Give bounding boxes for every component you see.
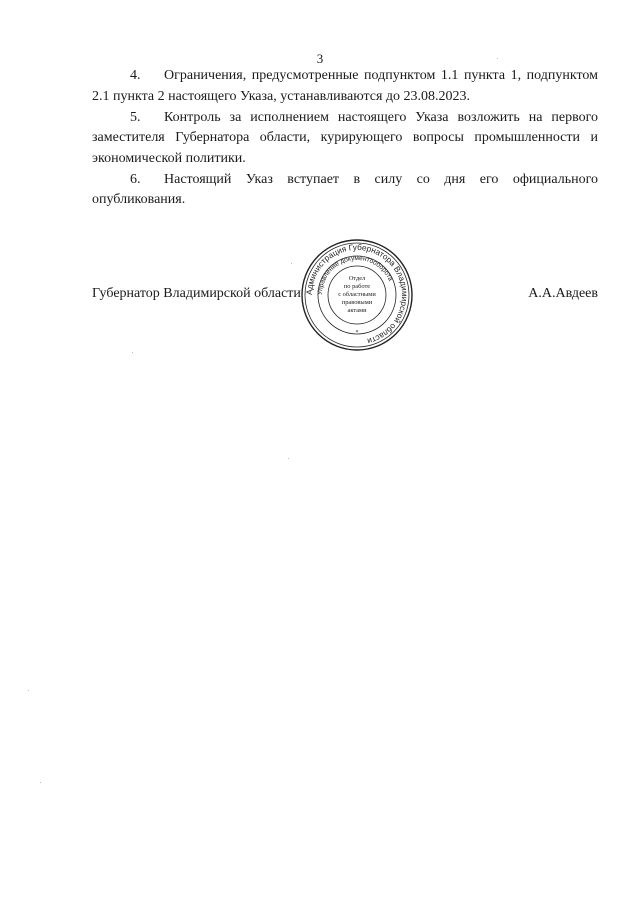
official-stamp: [300, 238, 414, 352]
scan-speck: [132, 352, 133, 353]
paragraph-number: 6.: [130, 171, 141, 187]
stamp-star-icon: *: [355, 330, 359, 336]
scan-speck: [497, 58, 498, 59]
stamp-middle-text: Управление документооборота: [316, 254, 394, 296]
scan-speck: [28, 690, 29, 691]
stamp-center-line: правовыми: [341, 299, 373, 306]
signatory-name: А.А.Авдеев: [528, 286, 598, 301]
paragraph-4: [92, 66, 598, 107]
stamp-center-line: по работе: [343, 283, 371, 290]
paragraph-text: Ограничения, предусмотренные подпунктом 1.1 пункта 1, подпунктом 2.1 пункта 2 настоящего Указа, устанавливаются до 23.08.2023.: [92, 68, 598, 104]
signatory-title: Губернатор Владимирской области: [92, 286, 301, 301]
page-number: 3: [316, 51, 324, 66]
stamp-center-line: актами: [347, 307, 367, 314]
paragraph-number: 4.: [130, 68, 141, 83]
paragraph-6: [92, 170, 598, 211]
paragraph-text: Настоящий Указ вступает в силу со дня его официального опубликования.: [92, 171, 598, 207]
scan-speck: [291, 263, 292, 264]
paragraph-text: Контроль за исполнением настоящего Указа возложить на первого заместителя Губернатора области, курирующего вопросы промышленности и экономической политики.: [92, 109, 598, 166]
scan-speck: [288, 458, 289, 459]
paragraph-number: 5.: [130, 109, 141, 125]
document-body: [92, 66, 598, 211]
scan-speck: [40, 782, 41, 783]
stamp-center-text: [332, 268, 382, 322]
paragraph-5: [92, 108, 598, 170]
stamp-outer-text: Администрация Губернатора Владимирской области: [304, 242, 410, 346]
stamp-center-line: с областными: [338, 291, 376, 298]
stamp-center-line: Отдел: [348, 275, 366, 282]
